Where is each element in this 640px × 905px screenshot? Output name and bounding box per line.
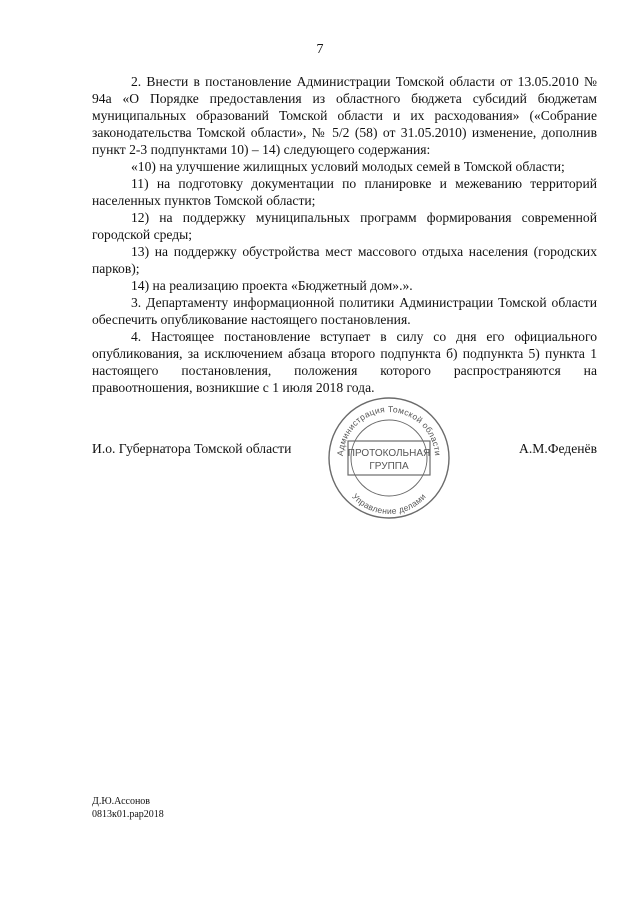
paragraph-publication: 3. Департаменту информационной политики Администрации Томской области обеспечить опубликование настоящего постановления. bbox=[92, 295, 597, 327]
footer-doc-code: 0813к01.рар2018 bbox=[92, 809, 164, 820]
paragraph-item-11: 11) на подготовку документации по планировке и межеванию территорий населенных пунктов Томской области; bbox=[92, 176, 597, 208]
page-number: 7 bbox=[316, 42, 324, 57]
stamp-center-line1: ПРОТОКОЛЬНАЯ bbox=[347, 448, 431, 459]
paragraph-effective-date: 4. Настоящее постановление вступает в силу со дня его официального опубликования, за исключением абзаца второго подпункта б) подпункта 5) пункта 1 настоящего постановления, положения которого распространяются на правоотношения, возникшие с 1 июля 2018 года. bbox=[92, 329, 597, 395]
paragraph-item-12: 12) на поддержку муниципальных программ формирования современной городской среды; bbox=[92, 210, 597, 242]
document-body bbox=[92, 73, 597, 396]
svg-text:Управление делами bbox=[350, 491, 428, 516]
signatory-position: И.о. Губернатора Томской области bbox=[92, 441, 292, 456]
signatory-name: А.М.Феденёв bbox=[519, 441, 597, 456]
round-stamp-icon bbox=[326, 395, 452, 521]
paragraph-amendment: 2. Внести в постановление Администрации Томской области от 13.05.2010 № 94а «О Порядке предоставления из областного бюджета субсидий бюджетам муниципальных образований Томской области и их расходования» («Собрание законодательства Томской области», № 5/2 (58) от 31.05.2010) изменение, дополнив пункт 2-3 подпунктами 10) – 14) следующего содержания: bbox=[92, 74, 597, 157]
stamp-outer-top-text: Администрация Томской области bbox=[334, 403, 443, 457]
paragraph-item-10: «10) на улучшение жилищных условий молодых семей в Томской области; bbox=[131, 159, 565, 174]
paragraph-item-13: 13) на поддержку обустройства мест массового отдыха населения (городских парков); bbox=[92, 244, 597, 276]
footer bbox=[92, 795, 164, 821]
stamp-center-line2: ГРУППА bbox=[369, 461, 409, 472]
paragraph-item-14: 14) на реализацию проекта «Бюджетный дом».». bbox=[131, 278, 413, 293]
stamp-outer-bottom-text: Управление делами bbox=[350, 491, 428, 517]
footer-author: Д.Ю.Ассонов bbox=[92, 796, 151, 807]
